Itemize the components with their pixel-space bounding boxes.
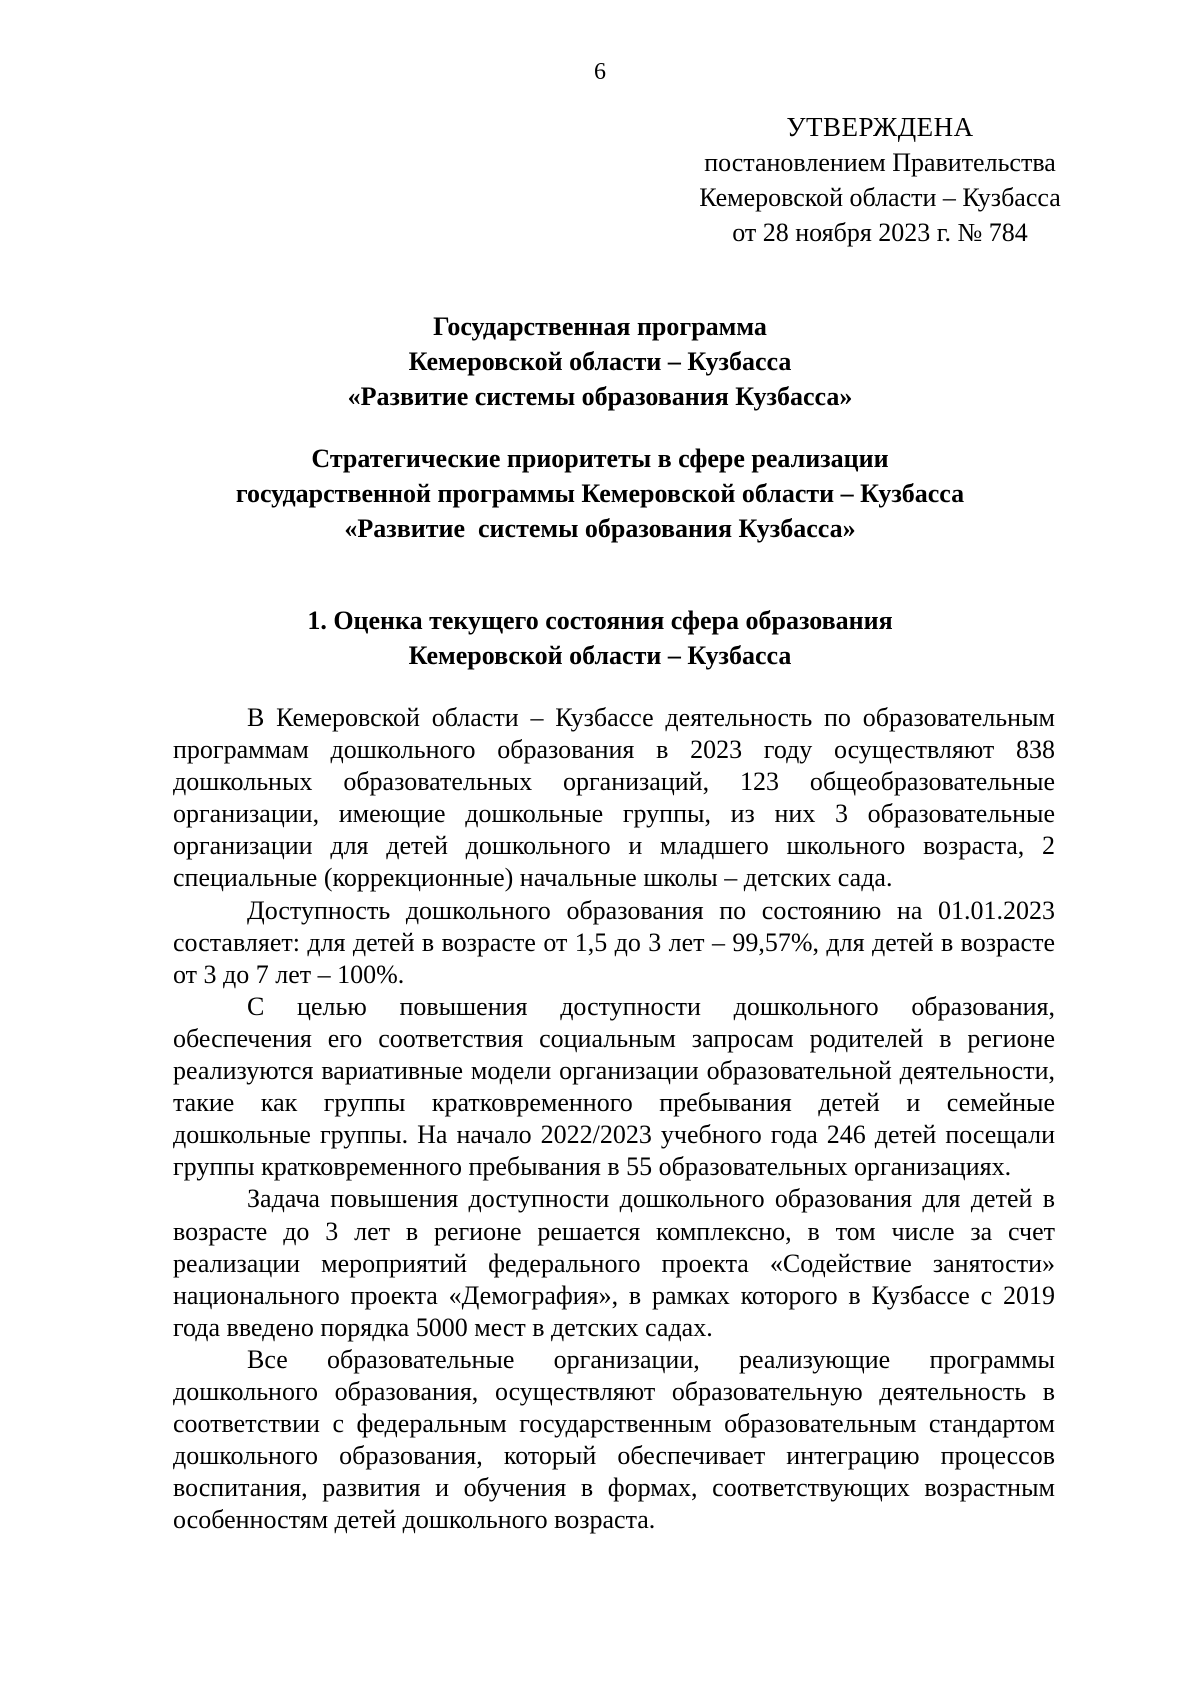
program-title (160, 309, 1040, 414)
paragraph: В Кемеровской области – Кузбассе деятельность по образовательным программам дошкольного образования в 2023 году осуществляют 838 дошкольных образовательных организаций, 123 общеобразовательные организации, имеющие дошкольные группы, из них 3 образовательные организации для детей дошкольного и младшего школьного возраста, 2 специальные (коррекционные) начальные школы – детских сада. (173, 703, 1055, 893)
approval-line: Кемеровской области – Кузбасса (699, 183, 1061, 212)
priorities-title-line: «Развитие системы образования Кузбасса» (344, 514, 856, 543)
paragraph: С целью повышения доступности дошкольного образования, обеспечения его соответствия социальным запросам родителей в регионе реализуются вариативные модели организации образовательной деятельности, такие как группы кратковременного пребывания детей и семейные дошкольные группы. На начало 2022/2023 учебного года 246 детей посещали группы кратковременного пребывания в 55 образовательных организациях. (173, 991, 1055, 1182)
body-text (173, 702, 1055, 1536)
program-title-line: Кемеровской области – Кузбасса (408, 347, 792, 376)
paragraph: Все образовательные организации, реализующие программы дошкольного образования, осуществляют образовательную деятельность в соответствии с федеральным государственным образовательным стандартом дошкольного образования, который обеспечивает интеграцию процессов воспитания, развития и обучения в формах, соответствующих возрастным особенностям детей дошкольного возраста. (173, 1344, 1055, 1535)
program-title-line: «Развитие системы образования Кузбасса» (347, 382, 853, 411)
priorities-title (160, 441, 1040, 546)
program-title-line: Государственная программа (433, 312, 767, 341)
approval-line: постановлением Правительства (704, 148, 1056, 177)
paragraph: Доступность дошкольного образования по состоянию на 01.01.2023 составляет: для детей в возрасте от 1,5 до 3 лет – 99,57%, для детей в возрасте от 3 до 7 лет – 100%. (173, 895, 1055, 989)
priorities-title-line: Стратегические приоритеты в сфере реализации (311, 444, 889, 473)
priorities-title-line: государственной программы Кемеровской области – Кузбасса (235, 479, 965, 508)
paragraph: Задача повышения доступности дошкольного образования для детей в возрасте до 3 лет в регионе решается комплексно, в том числе за счет реализации мероприятий федерального проекта «Содействие занятости» национального проекта «Демография», в рамках которого в Кузбассе с 2019 года введено порядка 5000 мест в детских садах. (173, 1184, 1055, 1342)
section-heading-line: Кемеровской области – Кузбасса (408, 641, 792, 670)
approval-block (660, 110, 1100, 250)
section-heading-line: 1. Оценка текущего состояния сфера образования (307, 606, 893, 635)
approval-stamp: УТВЕРЖДЕНА (786, 112, 974, 142)
section-heading (160, 603, 1040, 673)
approval-date: от 28 ноября 2023 г. № 784 (732, 218, 1028, 247)
page-number: 6 (594, 59, 606, 85)
